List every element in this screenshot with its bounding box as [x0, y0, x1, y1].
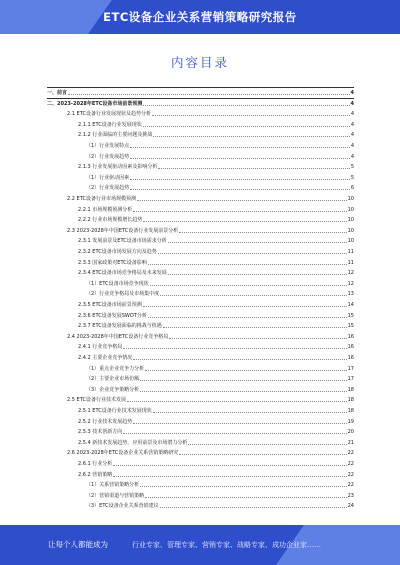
toc-entry-title: （3）ETC设备企业关系营销建议	[86, 503, 159, 510]
toc-entry-title: 2.6 2023-2028年ETC设备企业关系营销策略研究	[67, 450, 179, 457]
toc-entry-page: 10	[347, 217, 354, 224]
toc-entry[interactable]	[86, 142, 354, 149]
toc-leader-dots	[113, 476, 346, 477]
toc-entry-page: 24	[347, 503, 354, 510]
toc-leader-dots	[163, 327, 347, 328]
toc-entry-title: 2.4.2 主要企业竞争情况	[78, 355, 133, 361]
toc-entry-page: 5	[350, 164, 354, 171]
toc-entry[interactable]	[78, 237, 354, 244]
toc-leader-dots	[143, 221, 346, 222]
toc-entry-page: 16	[347, 344, 354, 351]
toc-entry-page: 12	[347, 270, 354, 277]
toc-entry[interactable]	[86, 290, 354, 297]
toc-leader-dots	[168, 242, 347, 243]
toc-leader-dots	[188, 444, 346, 445]
toc-entry-page: 17	[347, 365, 354, 372]
toc-entry[interactable]	[78, 131, 354, 138]
toc-entry-page: 22	[347, 482, 354, 489]
toc-entry[interactable]	[78, 354, 354, 361]
toc-entry[interactable]	[67, 333, 354, 340]
toc-leader-dots	[160, 507, 347, 508]
toc-leader-dots	[145, 370, 346, 371]
toc-entry[interactable]	[78, 460, 354, 467]
toc-leader-dots	[168, 274, 347, 275]
toc-entry-page: 14	[347, 302, 354, 308]
toc-entry-title: （2）营销渠道与营销策略	[86, 492, 145, 499]
toc-leader-dots	[123, 348, 346, 349]
toc-entry-title: 2.3.1 发展前景及ETC设备市场需求分析	[78, 238, 167, 245]
toc-entry-page: 16	[347, 333, 354, 340]
toc-leader-dots	[137, 200, 347, 201]
page-header	[0, 0, 400, 34]
toc-entry[interactable]	[86, 174, 354, 181]
toc-leader-dots	[130, 158, 350, 159]
toc-leader-dots	[68, 94, 350, 95]
toc-entry-title: 2.3.6 ETC设备发展SWOT分析	[78, 312, 147, 319]
toc-leader-dots	[148, 264, 347, 265]
toc-entry-title: 2.5.3 技术创新方向	[78, 429, 123, 436]
toc-entry-title: 2.3.2 ETC设备市场发展方向及趋势	[78, 249, 157, 255]
toc-entry-title: 2.3.3 国家政策对ETC设备影响	[78, 259, 147, 266]
toc-leader-dots	[150, 285, 347, 286]
toc-entry-page: 13	[347, 291, 354, 298]
toc-leader-dots	[133, 359, 346, 360]
toc-leader-dots	[145, 497, 346, 498]
toc-entry[interactable]	[67, 396, 354, 403]
toc-leader-dots	[140, 486, 346, 487]
toc-entry-page: 20	[347, 429, 354, 436]
toc-leader-dots	[127, 401, 347, 402]
toc-entry-page: 4	[350, 100, 354, 107]
toc-entry[interactable]	[78, 216, 354, 223]
toc-entry-title: 2.1.3 行业发展驱动因素及影响分析	[78, 164, 158, 171]
toc-entry-page: 18	[347, 408, 354, 414]
toc-entry-title: 2.2.2 行业市场规模增长趋势	[78, 217, 143, 224]
toc-leader-dots	[140, 380, 346, 381]
toc-entry-page: 4	[350, 143, 354, 149]
toc-entry-title: （3）企业竞争策略分析	[86, 386, 140, 393]
toc-entry[interactable]	[67, 449, 354, 456]
toc-entry-title: 2.5.1 ETC设备行业技术发展现状	[78, 408, 152, 414]
toc-top-rule	[47, 87, 354, 88]
toc-entry-page: 16	[347, 355, 354, 361]
toc-entry-title: （1）关系营销策略分析	[86, 482, 140, 489]
toc-entry[interactable]	[86, 502, 354, 509]
toc-entry-page: 11	[347, 259, 354, 266]
toc-entry-title: 2.5.4 新技术发展趋势、应用前景及市场潜力分析	[78, 439, 188, 446]
toc-entry-title: 2.1.1 ETC设备行业发展现状	[78, 121, 142, 128]
toc-entry-title: 2.4.1 行业竞争格局	[78, 344, 123, 351]
toc-entry[interactable]	[78, 343, 354, 350]
toc-entry[interactable]	[78, 471, 354, 478]
toc-entry-title: （1）ETC设备市场竞争现状	[86, 280, 149, 287]
toc-leader-dots	[133, 423, 346, 424]
toc-entry[interactable]	[86, 184, 354, 191]
toc-entry-title: 2.5.2 行业技术发展趋势	[78, 418, 133, 425]
toc-leader-dots	[133, 211, 346, 212]
toc-entry-title: （2）行业发展趋势	[86, 185, 130, 192]
toc-entry-page: 5	[350, 174, 354, 181]
toc-entry[interactable]	[67, 227, 354, 234]
toc-entry-page: 6	[350, 185, 354, 192]
toc-entry[interactable]	[78, 301, 354, 308]
toc-entry[interactable]	[67, 195, 354, 202]
toc-entry-page: 4	[350, 153, 354, 160]
toc-entry[interactable]	[86, 153, 354, 160]
toc-entry-page: 4	[350, 132, 354, 139]
toc-entry-title: 2.2.1 市场规模预测分析	[78, 206, 133, 213]
toc-leader-dots	[169, 338, 346, 339]
toc-entry[interactable]	[78, 312, 354, 319]
toc-entry-page: 10	[347, 238, 354, 245]
toc-entry-page: 22	[347, 471, 354, 478]
toc-entry-page: 12	[347, 280, 354, 287]
toc-entry[interactable]	[67, 110, 354, 117]
toc-leader-dots	[123, 433, 346, 434]
toc-leader-dots	[140, 391, 346, 392]
toc-entry[interactable]	[78, 248, 354, 255]
toc-entry-page: 4	[350, 111, 354, 118]
toc-leader-dots	[160, 295, 346, 296]
toc-entry-title: 2.4 2023-2028年中国ETC设备行业竞争格局	[67, 333, 169, 340]
toc-leader-dots	[158, 253, 347, 254]
toc-leader-dots	[143, 105, 349, 106]
toc-entry-page: 10	[347, 206, 354, 213]
toc-entry[interactable]	[78, 206, 354, 213]
toc-entry-page: 18	[347, 397, 354, 404]
toc-entry[interactable]	[78, 259, 354, 266]
toc-entry-title: 2.1 ETC设备行业发展现状及趋势分析	[67, 111, 151, 118]
toc-entry-page: 18	[347, 386, 354, 393]
toc-entry[interactable]	[78, 121, 354, 128]
toc-heading: 内容目录	[170, 55, 229, 70]
toc-entry-title: （2）行业竞争格局及市场集中度	[86, 291, 160, 298]
toc-leader-dots	[158, 168, 349, 169]
toc-entry-page: 4	[350, 121, 354, 128]
toc-entry[interactable]	[47, 89, 354, 96]
toc-entry[interactable]	[78, 269, 354, 276]
toc-entry[interactable]	[78, 428, 354, 435]
toc-leader-dots	[179, 454, 346, 455]
toc-entry-title: （1）重点企业竞争力分析	[86, 365, 145, 372]
toc-entry-page: 23	[347, 492, 354, 499]
toc-entry-title: 2.1.2 行业面临的主要问题及挑战	[78, 132, 153, 139]
toc-entry-page: 10	[347, 227, 354, 234]
toc-entry-page: 15	[347, 323, 354, 330]
toc-leader-dots	[153, 412, 347, 413]
toc-leader-dots	[153, 136, 349, 137]
toc-entry[interactable]	[78, 418, 354, 425]
toc-entry-title: 2.3.7 ETC设备发展面临的挑战与机遇	[78, 323, 162, 330]
toc-entry[interactable]	[86, 481, 354, 488]
toc-leader-dots	[152, 115, 350, 116]
toc-leader-dots	[130, 189, 350, 190]
toc-entry-title: 一、前言	[47, 90, 68, 96]
toc-entry-title: 二、2023-2028年ETC设备市场前景预测	[47, 100, 143, 107]
toc-entry-title: 2.6.1 行业分析	[78, 461, 113, 467]
toc-entry[interactable]	[47, 100, 354, 107]
toc-entry-title: 2.3 2023-2028年中国ETC设备行业发展前景分析	[67, 227, 179, 234]
toc-entry[interactable]	[78, 407, 354, 414]
toc-entry-title: 2.3.5 ETC设备市场前景预测	[78, 302, 142, 308]
toc-entry-title: （2）主要企业市场份额	[86, 376, 140, 383]
toc-leader-dots	[143, 306, 347, 307]
toc-entry[interactable]	[86, 492, 354, 499]
toc-entry-page: 22	[347, 450, 354, 457]
toc-entry-page: 21	[347, 439, 354, 446]
toc-leader-dots	[148, 317, 347, 318]
toc-entry-title: 2.2 ETC设备行业市场规模预测	[67, 196, 136, 202]
footer-slogan: 让每个人都能成为	[48, 540, 108, 549]
toc-leader-dots	[179, 232, 346, 233]
toc-entry[interactable]	[86, 365, 354, 372]
toc-leader-dots	[113, 465, 346, 466]
toc-entry-title: 2.6.2 营销策略	[78, 471, 113, 478]
page-footer	[0, 525, 400, 565]
toc-entry-page: 4	[350, 90, 354, 96]
toc-entry[interactable]	[78, 439, 354, 446]
toc-leader-dots	[130, 147, 350, 148]
toc-leader-dots	[130, 179, 350, 180]
toc-entry-page: 22	[347, 461, 354, 467]
toc-entry-title: 2.5 ETC设备行业技术发展	[67, 397, 126, 404]
footer-tagline: 行业专家、管理专家、营销专家、战略专家、成功企业家……	[132, 541, 321, 549]
toc-entry-title: （1）行业驱动因素	[86, 174, 130, 181]
toc-entry[interactable]	[78, 163, 354, 170]
toc-entry-title: （2）行业发展趋势	[86, 153, 130, 160]
toc-entry[interactable]	[86, 386, 354, 393]
toc-entry[interactable]	[86, 280, 354, 287]
toc-entry-page: 11	[347, 249, 354, 255]
toc-entry[interactable]	[86, 375, 354, 382]
toc-entry-page: 10	[347, 196, 354, 202]
toc-entry-title: （1）行业发展特点	[86, 143, 130, 149]
toc-entry-page: 17	[347, 376, 354, 383]
toc-leader-dots	[143, 126, 350, 127]
report-title: ETC设备企业关系营销策略研究报告	[103, 10, 297, 24]
toc-entry-title: 2.3.4 ETC设备市场竞争格局及未来发展	[78, 270, 167, 277]
toc-entry[interactable]	[78, 322, 354, 329]
toc-entry-page: 19	[347, 418, 354, 425]
toc-entry-page: 15	[347, 312, 354, 319]
